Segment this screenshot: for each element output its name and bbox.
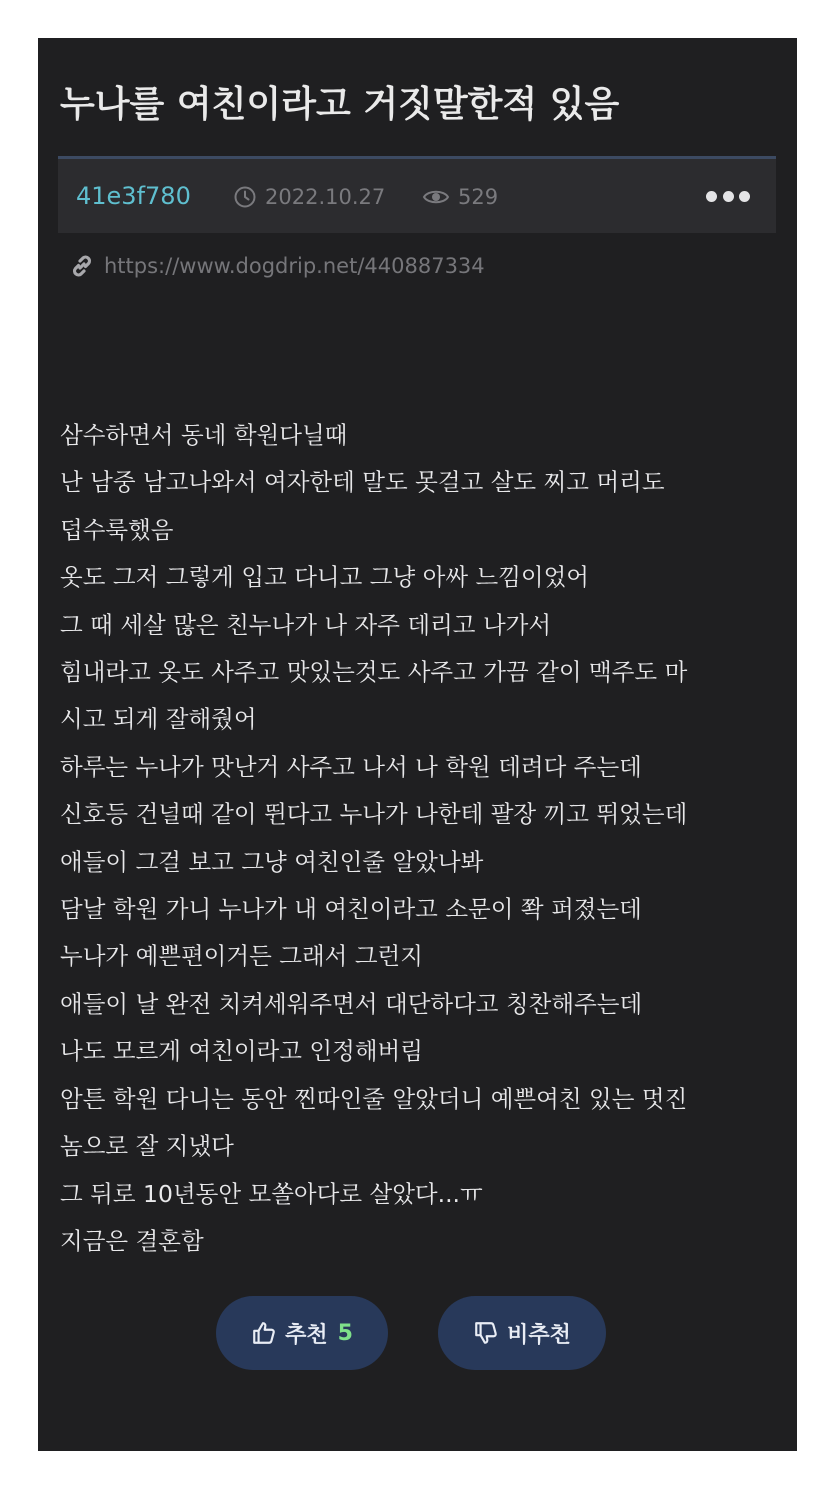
post-body-line: 암튼 학원 다니는 동안 찐따인줄 알았더니 예쁜여친 있는 멋진 bbox=[60, 1084, 688, 1113]
post-body-line: 그 뒤로 10년동안 모쏠아다로 살았다...ㅠ bbox=[60, 1179, 483, 1208]
post-date bbox=[233, 184, 385, 210]
post-body bbox=[60, 412, 780, 1265]
post-permalink[interactable] bbox=[68, 252, 485, 280]
downvote-button[interactable] bbox=[438, 1296, 606, 1370]
thumbs-down-icon bbox=[473, 1320, 499, 1346]
post-body-line: 힘내라고 옷도 사주고 맛있는것도 사주고 가끔 같이 맥주도 마 bbox=[60, 658, 688, 687]
upvote-count: 5 bbox=[337, 1320, 353, 1346]
thumbs-up-icon bbox=[251, 1320, 277, 1346]
post-body-line: 옷도 그저 그렇게 입고 다니고 그냥 아싸 느낌이었어 bbox=[60, 563, 590, 592]
post-body-line: 하루는 누나가 맛난거 사주고 나서 나 학원 데려다 주는데 bbox=[60, 752, 642, 781]
author-name[interactable]: 41e3f780 bbox=[76, 182, 191, 210]
post-views-count: 529 bbox=[458, 185, 499, 209]
post-title: 누나를 여친이라고 거짓말한적 있음 bbox=[60, 84, 620, 125]
post-body-line: 시고 되게 잘해줬어 bbox=[60, 705, 257, 734]
post-body-line: 난 남중 남고나와서 여자한테 말도 못걸고 살도 찌고 머리도 bbox=[60, 468, 665, 497]
eye-icon bbox=[422, 185, 450, 209]
more-options-button[interactable] bbox=[706, 184, 750, 208]
post-views bbox=[422, 184, 498, 210]
post-body-line: 신호등 건널때 같이 뛴다고 누나가 나한테 팔장 끼고 뛰었는데 bbox=[60, 800, 688, 829]
post-body-line: 애들이 그걸 보고 그냥 여친인줄 알았나봐 bbox=[60, 847, 484, 876]
post-meta-bar bbox=[58, 156, 776, 233]
post-body-line: 지금은 결혼함 bbox=[60, 1226, 204, 1255]
post-body-line: 덥수룩했음 bbox=[60, 515, 174, 544]
link-icon bbox=[68, 252, 96, 280]
more-dots-icon bbox=[706, 191, 717, 202]
post-body-line: 그 때 세살 많은 친누나가 나 자주 데리고 나가서 bbox=[60, 610, 552, 639]
clock-icon bbox=[233, 185, 257, 209]
post-body-line: 삼수하면서 동네 학원다닐때 bbox=[60, 421, 348, 449]
post-body-line: 놈으로 잘 지냈다 bbox=[60, 1132, 234, 1161]
post-date-text: 2022.10.27 bbox=[265, 185, 386, 209]
vote-row bbox=[38, 1296, 797, 1370]
post-body-line: 나도 모르게 여친이라고 인정해버림 bbox=[60, 1037, 423, 1066]
downvote-label: 비추천 bbox=[507, 1322, 571, 1348]
post-container bbox=[38, 38, 797, 1451]
post-body-line: 누나가 예쁜편이거든 그래서 그런지 bbox=[60, 942, 423, 971]
post-permalink-text: https://www.dogdrip.net/440887334 bbox=[104, 254, 485, 278]
upvote-button[interactable] bbox=[216, 1296, 388, 1370]
post-body-line: 애들이 날 완전 치켜세워주면서 대단하다고 칭찬해주는데 bbox=[60, 989, 643, 1018]
upvote-label: 추천 bbox=[285, 1322, 328, 1348]
post-body-line: 담날 학원 가니 누나가 내 여친이라고 소문이 쫙 퍼졌는데 bbox=[60, 895, 642, 924]
